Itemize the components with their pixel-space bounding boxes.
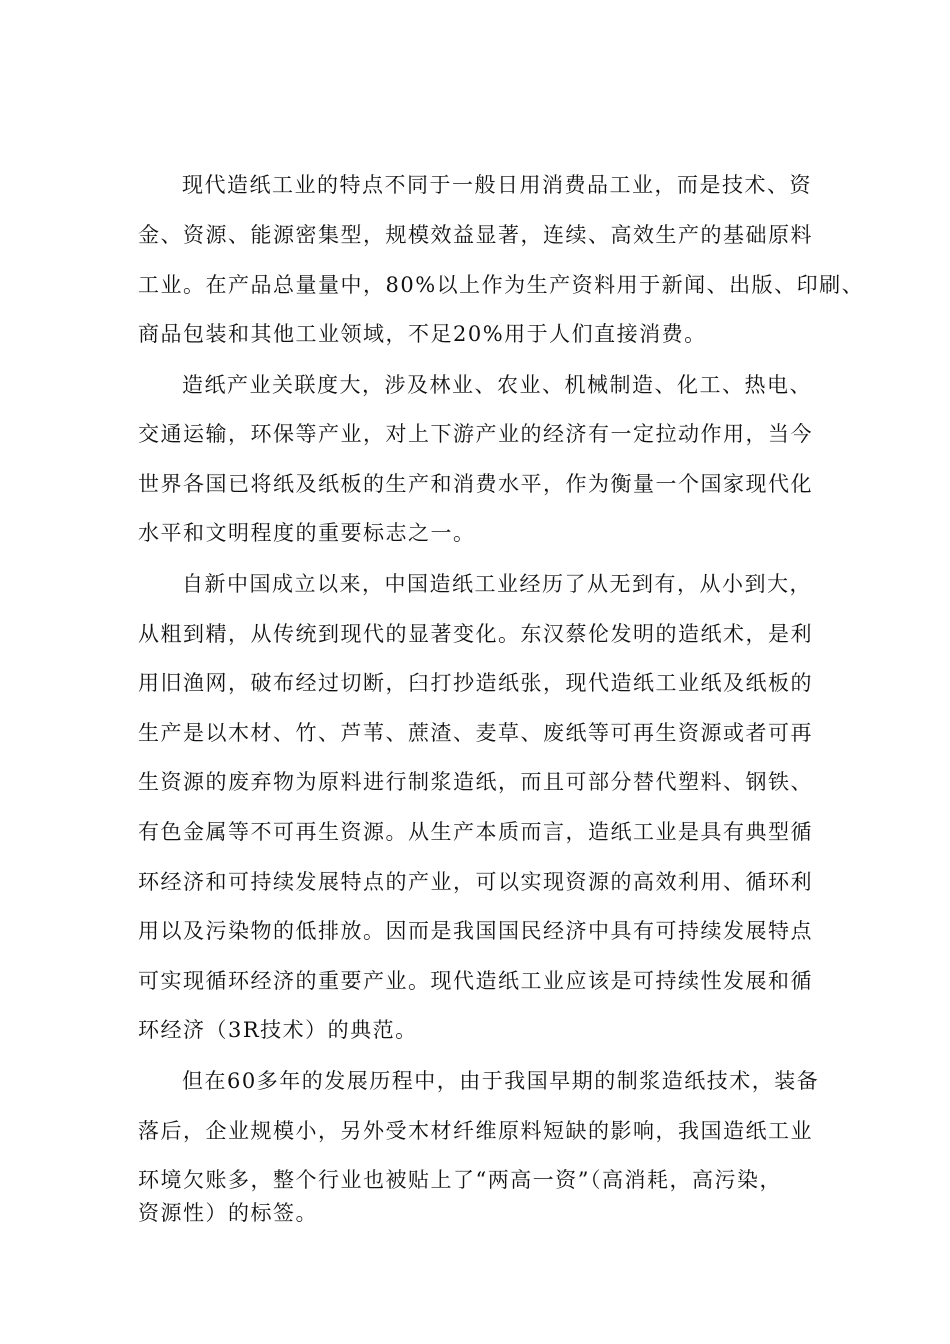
paragraph-4-line-3: 环境欠账多，整个行业也被贴上了“两高一资”（高消耗，高污染，: [138, 1168, 782, 1192]
paragraph-3-line-2: 从粗到精，从传统到现代的显著变化。东汉蔡伦发明的造纸术，是利: [138, 622, 813, 646]
paragraph-4-line-2: 落后，企业规模小，另外受木材纤维原料短缺的影响，我国造纸工业: [138, 1119, 813, 1143]
paragraph-2-line-2: 交通运输，环保等产业，对上下游产业的经济有一定拉动作用，当今: [138, 422, 813, 446]
paragraph-1-line-4: 商品包装和其他工业领域，不足20%用于人们直接消费。: [138, 322, 707, 346]
paragraph-1-line-2: 金、资源、能源密集型，规模效益显著，连续、高效生产的基础原料: [138, 223, 813, 247]
paragraph-1-line-3: 工业。在产品总量量中，80%以上作为生产资料用于新闻、出版、印刷、: [138, 273, 865, 297]
paragraph-3-line-7: 环经济和可持续发展特点的产业，可以实现资源的高效利用、循环利: [138, 870, 813, 894]
paragraph-4-line-4: 资源性）的标签。: [138, 1201, 318, 1225]
paragraph-3-line-4: 生产是以木材、竹、芦苇、蔗渣、麦草、废纸等可再生资源或者可再: [138, 721, 813, 745]
paragraph-1-line-1: 现代造纸工业的特点不同于一般日用消费品工业，而是技术、资: [182, 173, 812, 197]
paragraph-2-line-4: 水平和文明程度的重要标志之一。: [138, 521, 476, 545]
paragraph-3-line-1: 自新中国成立以来，中国造纸工业经历了从无到有，从小到大，: [182, 572, 812, 596]
paragraph-4-line-1: 但在60多年的发展历程中，由于我国早期的制浆造纸技术，装备: [182, 1069, 820, 1093]
paragraph-3-line-9: 可实现循环经济的重要产业。现代造纸工业应该是可持续性发展和循: [138, 969, 813, 993]
paragraph-3-line-8: 用以及污染物的低排放。因而是我国国民经济中具有可持续发展特点: [138, 919, 813, 943]
paragraph-2-line-1: 造纸产业关联度大，涉及林业、农业、机械制造、化工、热电、: [182, 373, 812, 397]
paragraph-3-line-10: 环经济（3R技术）的典范。: [138, 1018, 418, 1042]
paragraph-3-line-6: 有色金属等不可再生资源。从生产本质而言，造纸工业是具有典型循: [138, 820, 813, 844]
paragraph-2-line-3: 世界各国已将纸及纸板的生产和消费水平，作为衡量一个国家现代化: [138, 472, 813, 496]
paragraph-3-line-3: 用旧渔网，破布经过切断，臼打抄造纸张，现代造纸工业纸及纸板的: [138, 671, 813, 695]
paragraph-3-line-5: 生资源的废弃物为原料进行制浆造纸，而且可部分替代塑料、钢铁、: [138, 770, 813, 794]
